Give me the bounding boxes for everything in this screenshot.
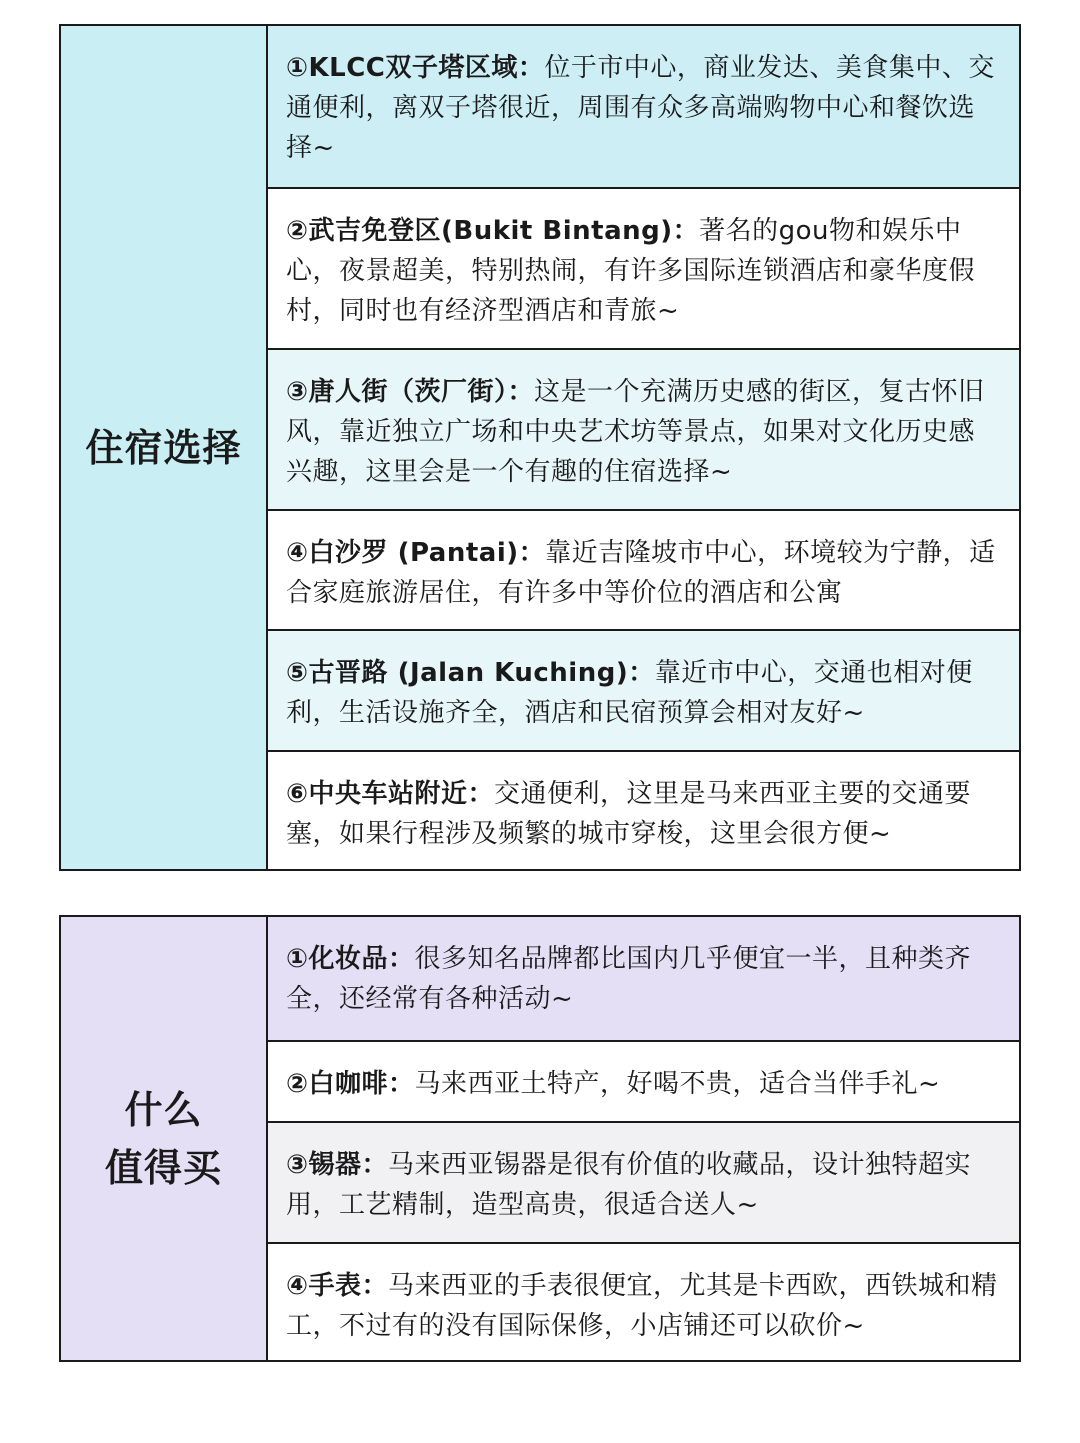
row-text: 这是一个充满历史感的街区，复古怀旧风，靠近独立广场和中央艺术坊等景点，如果对文化历史感兴趣，这里会是一个有趣的住宿选择~	[286, 377, 985, 487]
accommodation-label: 住宿选择	[85, 425, 242, 470]
row-text: 靠近吉隆坡市中心，环境较为宁静，适合家庭旅游居住，有许多中等价位的酒店和公寓	[286, 538, 996, 608]
row-text: 马来西亚锡器是很有价值的收藏品，设计独特超实用，工艺精制，造型高贵，很适合送人~	[286, 1150, 972, 1220]
accommodation-row	[268, 509, 1019, 629]
shopping-row	[268, 917, 1019, 1040]
accommodation-row	[268, 629, 1019, 750]
row-text: 交通便利，这里是马来西亚主要的交通要塞，如果行程涉及频繁的城市穿梭，这里会很方便~	[286, 779, 972, 849]
shopping-label-cell	[61, 917, 268, 1360]
row-heading: ③唐人街（茨厂街）：	[286, 377, 535, 407]
row-text: 很多知名品牌都比国内几乎便宜一半，且种类齐全，还经常有各种活动~	[286, 944, 972, 1014]
row-heading: ①KLCC双子塔区域：	[286, 53, 545, 83]
row-heading: ④白沙罗 (Pantai)：	[286, 538, 546, 568]
accommodation-row	[268, 750, 1019, 869]
shopping-row	[268, 1040, 1019, 1121]
row-text: 著名的gou物和娱乐中心，夜景超美，特别热闹，有许多国际连锁酒店和豪华度假村，同时也有经济型酒店和青旅~	[286, 216, 976, 326]
row-heading: ②武吉免登区(Bukit Bintang)：	[286, 216, 700, 246]
row-heading: ③锡器：	[286, 1150, 389, 1180]
row-text: 靠近市中心，交通也相对便利，生活设施齐全，酒店和民宿预算会相对友好~	[286, 658, 973, 728]
shopping-row	[268, 1242, 1019, 1360]
accommodation-row	[268, 26, 1019, 187]
shopping-rows	[268, 917, 1019, 1360]
shopping-row	[268, 1121, 1019, 1242]
row-heading: ④手表：	[286, 1271, 389, 1301]
row-heading: ①化妆品：	[286, 944, 415, 974]
row-heading: ⑤古晋路 (Jalan Kuching)：	[286, 658, 655, 688]
accommodation-row	[268, 348, 1019, 509]
accommodation-table	[59, 24, 1021, 871]
accommodation-label-cell	[61, 26, 268, 869]
row-text: 位于市中心，商业发达、美食集中、交通便利，离双子塔很近，周围有众多高端购物中心和餐饮选择~	[286, 53, 995, 163]
row-heading: ⑥中央车站附近：	[286, 779, 495, 809]
shopping-table	[59, 915, 1021, 1362]
row-heading: ②白咖啡：	[286, 1069, 415, 1099]
row-text: 马来西亚土特产，好喝不贵，适合当伴手礼~	[414, 1069, 941, 1099]
accommodation-row	[268, 187, 1019, 348]
accommodation-rows	[268, 26, 1019, 869]
row-text: 马来西亚的手表很便宜，尤其是卡西欧，西铁城和精工，不过有的没有国际保修，小店铺还可以砍价~	[286, 1271, 998, 1341]
shopping-label: 什么 值得买	[104, 1087, 222, 1190]
